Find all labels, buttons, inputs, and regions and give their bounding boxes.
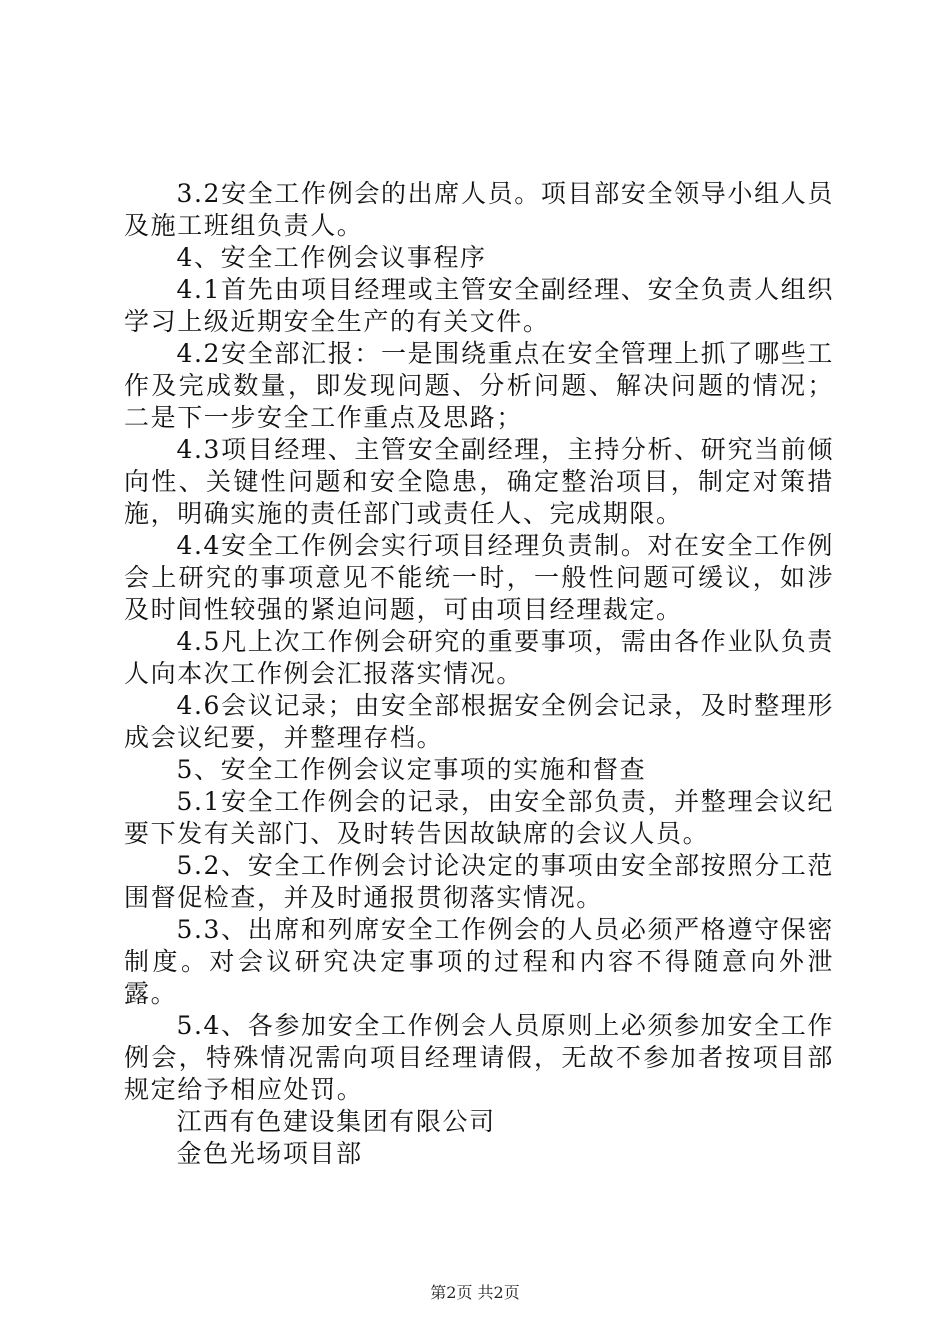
paragraph-4-6: 4.6会议记录；由安全部根据安全例会记录，及时整理形成会议纪要，并整理存档。 [124, 691, 834, 752]
paragraph-4-2: 4.2安全部汇报：一是围绕重点在安全管理上抓了哪些工作及完成数量，即发现问题、分析问题、解决问题的情况；二是下一步安全工作重点及思路； [124, 339, 834, 432]
signature-department: 金色光场项目部 [176, 1139, 363, 1168]
paragraph-4-4: 4.4安全工作例会实行项目经理负责制。对在安全工作例会上研究的事项意见不能统一时，一般性问题可缓议，如涉及时间性较强的紧迫问题，可由项目经理裁定。 [124, 531, 834, 624]
paragraph-4-3: 4.3项目经理、主管安全副经理，主持分析、研究当前倾向性、关键性问题和安全隐患，确定整治项目，制定对策措施，明确实施的责任部门或责任人、完成期限。 [124, 435, 834, 528]
document-body [124, 178, 834, 1170]
paragraph-4-1: 4.1首先由项目经理或主管安全副经理、安全负责人组织学习上级近期安全生产的有关文件。 [124, 275, 834, 336]
paragraph-5-3: 5.3、出席和列席安全工作例会的人员必须严格遵守保密制度。对会议研究决定事项的过程和内容不得随意向外泄露。 [124, 915, 834, 1008]
page-number-footer: 第2页 共2页 [430, 1283, 520, 1302]
paragraph-5-2: 5.2、安全工作例会讨论决定的事项由安全部按照分工范围督促检查，并及时通报贯彻落实情况。 [124, 851, 834, 912]
paragraph-5-1: 5.1安全工作例会的记录，由安全部负责，并整理会议纪要下发有关部门、及时转告因故缺席的会议人员。 [124, 787, 834, 848]
heading-section-4: 4、安全工作例会议事程序 [176, 243, 487, 272]
signature-company: 江西有色建设集团有限公司 [176, 1107, 496, 1136]
paragraph-3-2: 3.2安全工作例会的出席人员。项目部安全领导小组人员及施工班组负责人。 [124, 179, 834, 240]
paragraph-4-5: 4.5凡上次工作例会研究的重要事项，需由各作业队负责人向本次工作例会汇报落实情况。 [124, 627, 834, 688]
paragraph-5-4: 5.4、各参加安全工作例会人员原则上必须参加安全工作例会，特殊情况需向项目经理请假，无故不参加者按项目部规定给予相应处罚。 [124, 1011, 834, 1104]
heading-section-5: 5、安全工作例会议定事项的实施和督查 [176, 755, 647, 784]
